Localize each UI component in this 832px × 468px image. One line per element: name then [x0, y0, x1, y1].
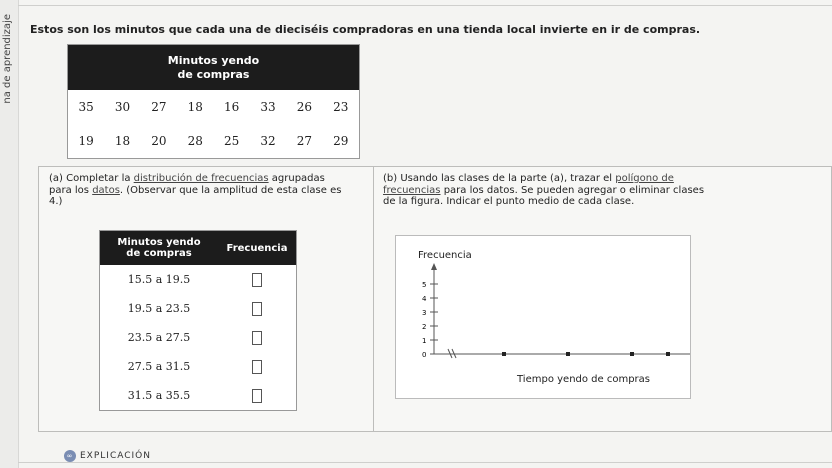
data-cell: 29 [333, 134, 349, 148]
y-tick-label: 2 [422, 323, 427, 331]
frequency-table-header [100, 231, 296, 265]
class-interval: 19.5 a 23.5 [127, 302, 191, 315]
frequency-input[interactable] [252, 273, 262, 287]
class-interval: 27.5 a 31.5 [127, 360, 191, 373]
frequency-row [100, 265, 296, 294]
data-cell: 23 [333, 100, 349, 114]
explanation-button[interactable] [64, 450, 151, 462]
part-b-instructions [383, 173, 713, 208]
class-interval: 31.5 a 35.5 [127, 389, 191, 402]
part-b-text-start: (b) Usando las clases de la parte (a), trazar el [383, 173, 616, 184]
data-cell: 26 [296, 100, 313, 114]
data-cell: 27 [296, 134, 313, 148]
data-cell: 19 [78, 134, 94, 148]
frequency-input[interactable] [252, 302, 262, 316]
y-tick-label: 1 [422, 337, 427, 345]
data-table [67, 44, 360, 159]
data-cell: 27 [151, 100, 167, 114]
data-cell: 28 [187, 134, 203, 148]
frequency-polygon-graph[interactable] [395, 235, 691, 399]
part-a-instructions [49, 173, 349, 208]
part-b-text-end: para los datos. Se pueden agregar o eliminar clases de la figura. Indicar el punto medio de cada clase. [383, 184, 705, 207]
bottom-divider [18, 462, 832, 463]
data-cell: 33 [260, 100, 276, 114]
frequency-row [100, 381, 296, 410]
data-cell: 18 [187, 100, 203, 114]
problem-statement: Estos son los minutos que cada una de dieciséis compradoras en una tienda local invierte en ir de compras. [30, 23, 701, 36]
frequency-table [99, 230, 297, 411]
y-axis-label: Frecuencia [418, 250, 472, 261]
exercise-parts [38, 166, 832, 432]
class-header-line1: Minutos yendo [117, 237, 201, 248]
x-tick-marker[interactable] [630, 352, 634, 356]
frequency-distribution-link[interactable]: distribución de frecuencias [133, 173, 269, 184]
x-tick-marker[interactable] [502, 352, 506, 356]
frequency-row [100, 352, 296, 381]
top-divider [18, 5, 832, 6]
frequency-input[interactable] [252, 389, 262, 403]
part-divider [373, 167, 374, 431]
y-tick-label: 0 [422, 351, 427, 359]
data-table-header [68, 45, 359, 90]
frequency-input[interactable] [252, 360, 262, 374]
class-header-line2: de compras [126, 248, 192, 259]
sidebar [0, 0, 19, 468]
part-a-text-mid: agrupadas para los [49, 173, 325, 196]
part-a-text-end: . (Observar que la amplitud de esta clase es 4.) [49, 184, 342, 207]
y-tick-label: 4 [422, 295, 427, 303]
x-tick-marker[interactable] [666, 352, 670, 356]
data-cell: 32 [260, 134, 276, 148]
frequency-input[interactable] [252, 331, 262, 345]
part-a-text-start: (a) Completar la [49, 173, 134, 184]
data-table-header-line2: de compras [177, 68, 250, 81]
x-tick-marker[interactable] [566, 352, 570, 356]
data-cell: 30 [114, 100, 131, 114]
frequency-row [100, 294, 296, 323]
y-axis-arrow-icon [431, 263, 437, 270]
frequency-row [100, 323, 296, 352]
data-cell: 20 [151, 134, 167, 148]
data-row [68, 124, 359, 158]
class-column-header [100, 237, 218, 259]
x-axis-label: Tiempo yendo de compras [517, 374, 651, 385]
data-link[interactable]: datos [92, 184, 120, 196]
data-table-header-line1: Minutos yendo [167, 54, 260, 67]
infinity-icon: ∞ [64, 450, 76, 462]
explanation-label: EXPLICACIÓN [80, 451, 151, 461]
data-cell: 16 [224, 100, 240, 114]
data-cell: 25 [224, 134, 240, 148]
graph-canvas[interactable] [396, 236, 690, 398]
y-tick-label: 3 [422, 309, 427, 317]
sidebar-label: na de aprendizaje [2, 14, 13, 104]
data-cell: 35 [78, 100, 94, 114]
frequency-polygon-link[interactable]: polígono de frecuencias [383, 173, 674, 196]
class-interval: 15.5 a 19.5 [127, 273, 191, 286]
data-cell: 18 [114, 134, 131, 148]
data-row [68, 90, 359, 124]
class-interval: 23.5 a 27.5 [127, 331, 191, 344]
y-tick-label: 5 [422, 281, 427, 289]
frequency-column-header: Frecuencia [226, 242, 288, 254]
